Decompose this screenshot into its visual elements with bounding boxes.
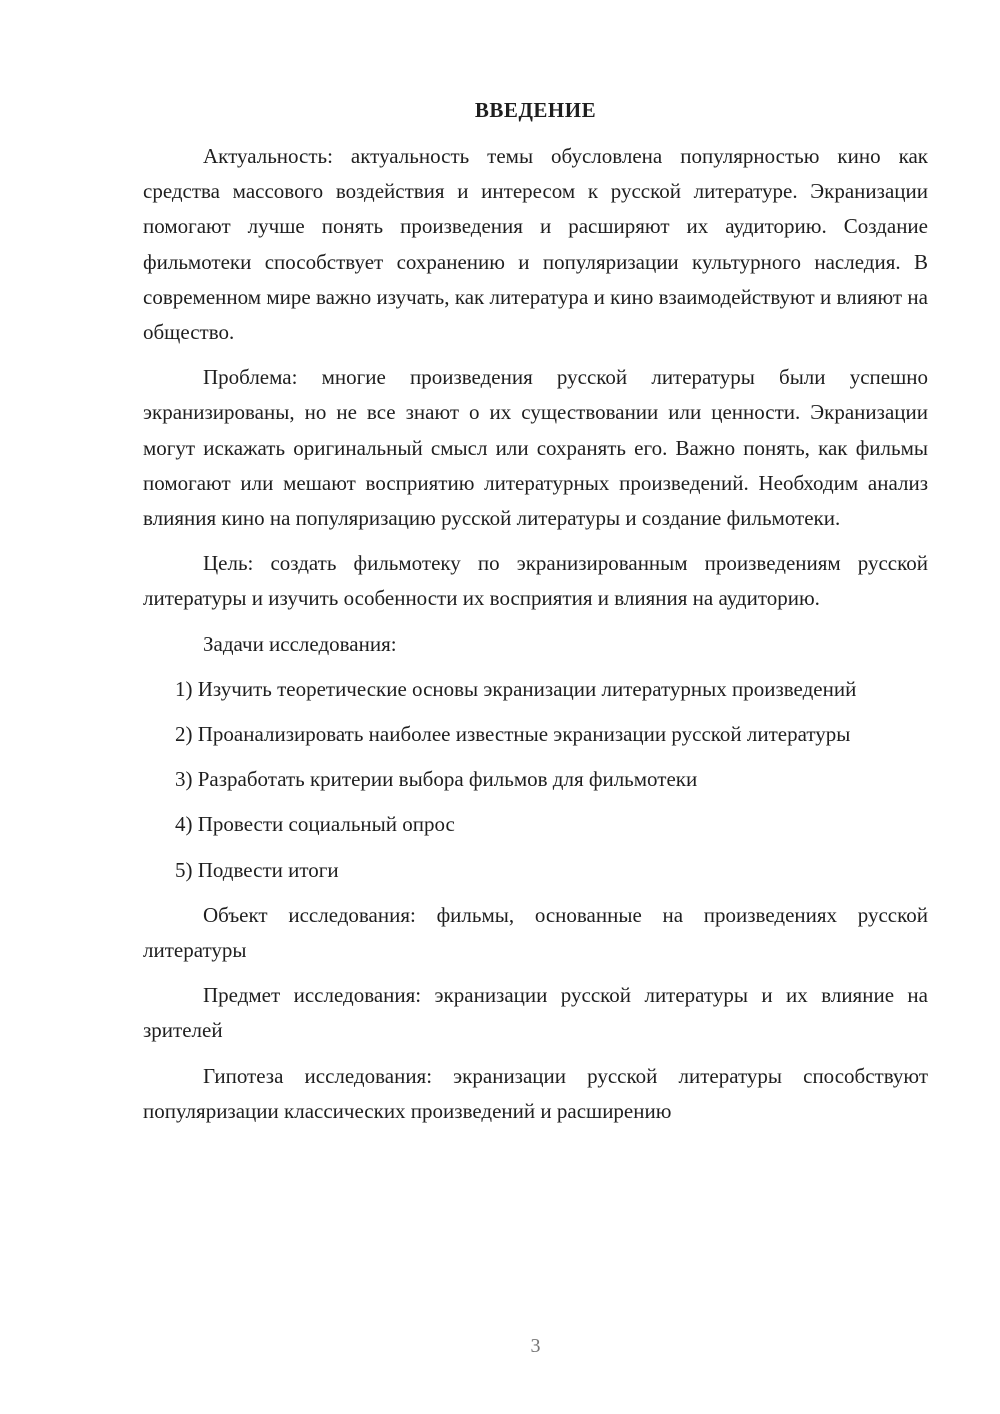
paragraph-relevance: Актуальность: актуальность темы обусловлена популярностью кино как средства массового воздействия и интересом к русской литературе. Экранизации помогают лучше понять произведения и расширяют их аудиторию. Создание фильмотеки способствует сохранению и популяризации культурного наследия. В современном мире важно изучать, как литература и кино взаимодействуют и влияют на общество. bbox=[143, 144, 928, 345]
paragraph-tasks-heading: Задачи исследования: bbox=[203, 631, 397, 656]
page-number: 3 bbox=[530, 1335, 541, 1357]
paragraph-object: Объект исследования: фильмы, основанные на произведениях русской литературы bbox=[143, 902, 928, 963]
paragraph-goal: Цель: создать фильмотеку по экранизированным произведениям русской литературы и изучить особенности их восприятия и влияния на аудиторию. bbox=[143, 551, 928, 611]
document-body bbox=[143, 139, 928, 1129]
task-item-1: 1) Изучить теоретические основы экранизации литературных произведений bbox=[175, 676, 857, 701]
document-page bbox=[143, 0, 928, 1414]
task-item-2: 2) Проанализировать наиболее известные экранизации русской литературы bbox=[175, 722, 851, 747]
task-item-4: 4) Провести социальный опрос bbox=[175, 812, 455, 837]
section-title: ВВЕДЕНИЕ bbox=[474, 98, 597, 122]
paragraph-subject: Предмет исследования: экранизации русской литературы и их влияние на зрителей bbox=[143, 983, 928, 1043]
paragraph-problem: Проблема: многие произведения русской литературы были успешно экранизированы, но не все знают о их существовании или ценности. Экранизации могут искажать оригинальный смысл или сохранять его. Важно понять, как фильмы помогают или мешают восприятию литературных произведений. Необходим анализ влияния кино на популяризацию русской литературы и создание фильмотеки. bbox=[143, 365, 928, 531]
paragraph-hypothesis: Гипотеза исследования: экранизации русской литературы способствуют популяризации классических произведений и расширению bbox=[143, 1063, 928, 1123]
task-item-3: 3) Разработать критерии выбора фильмов для фильмотеки bbox=[175, 767, 698, 792]
task-item-5: 5) Подвести итоги bbox=[175, 857, 339, 882]
